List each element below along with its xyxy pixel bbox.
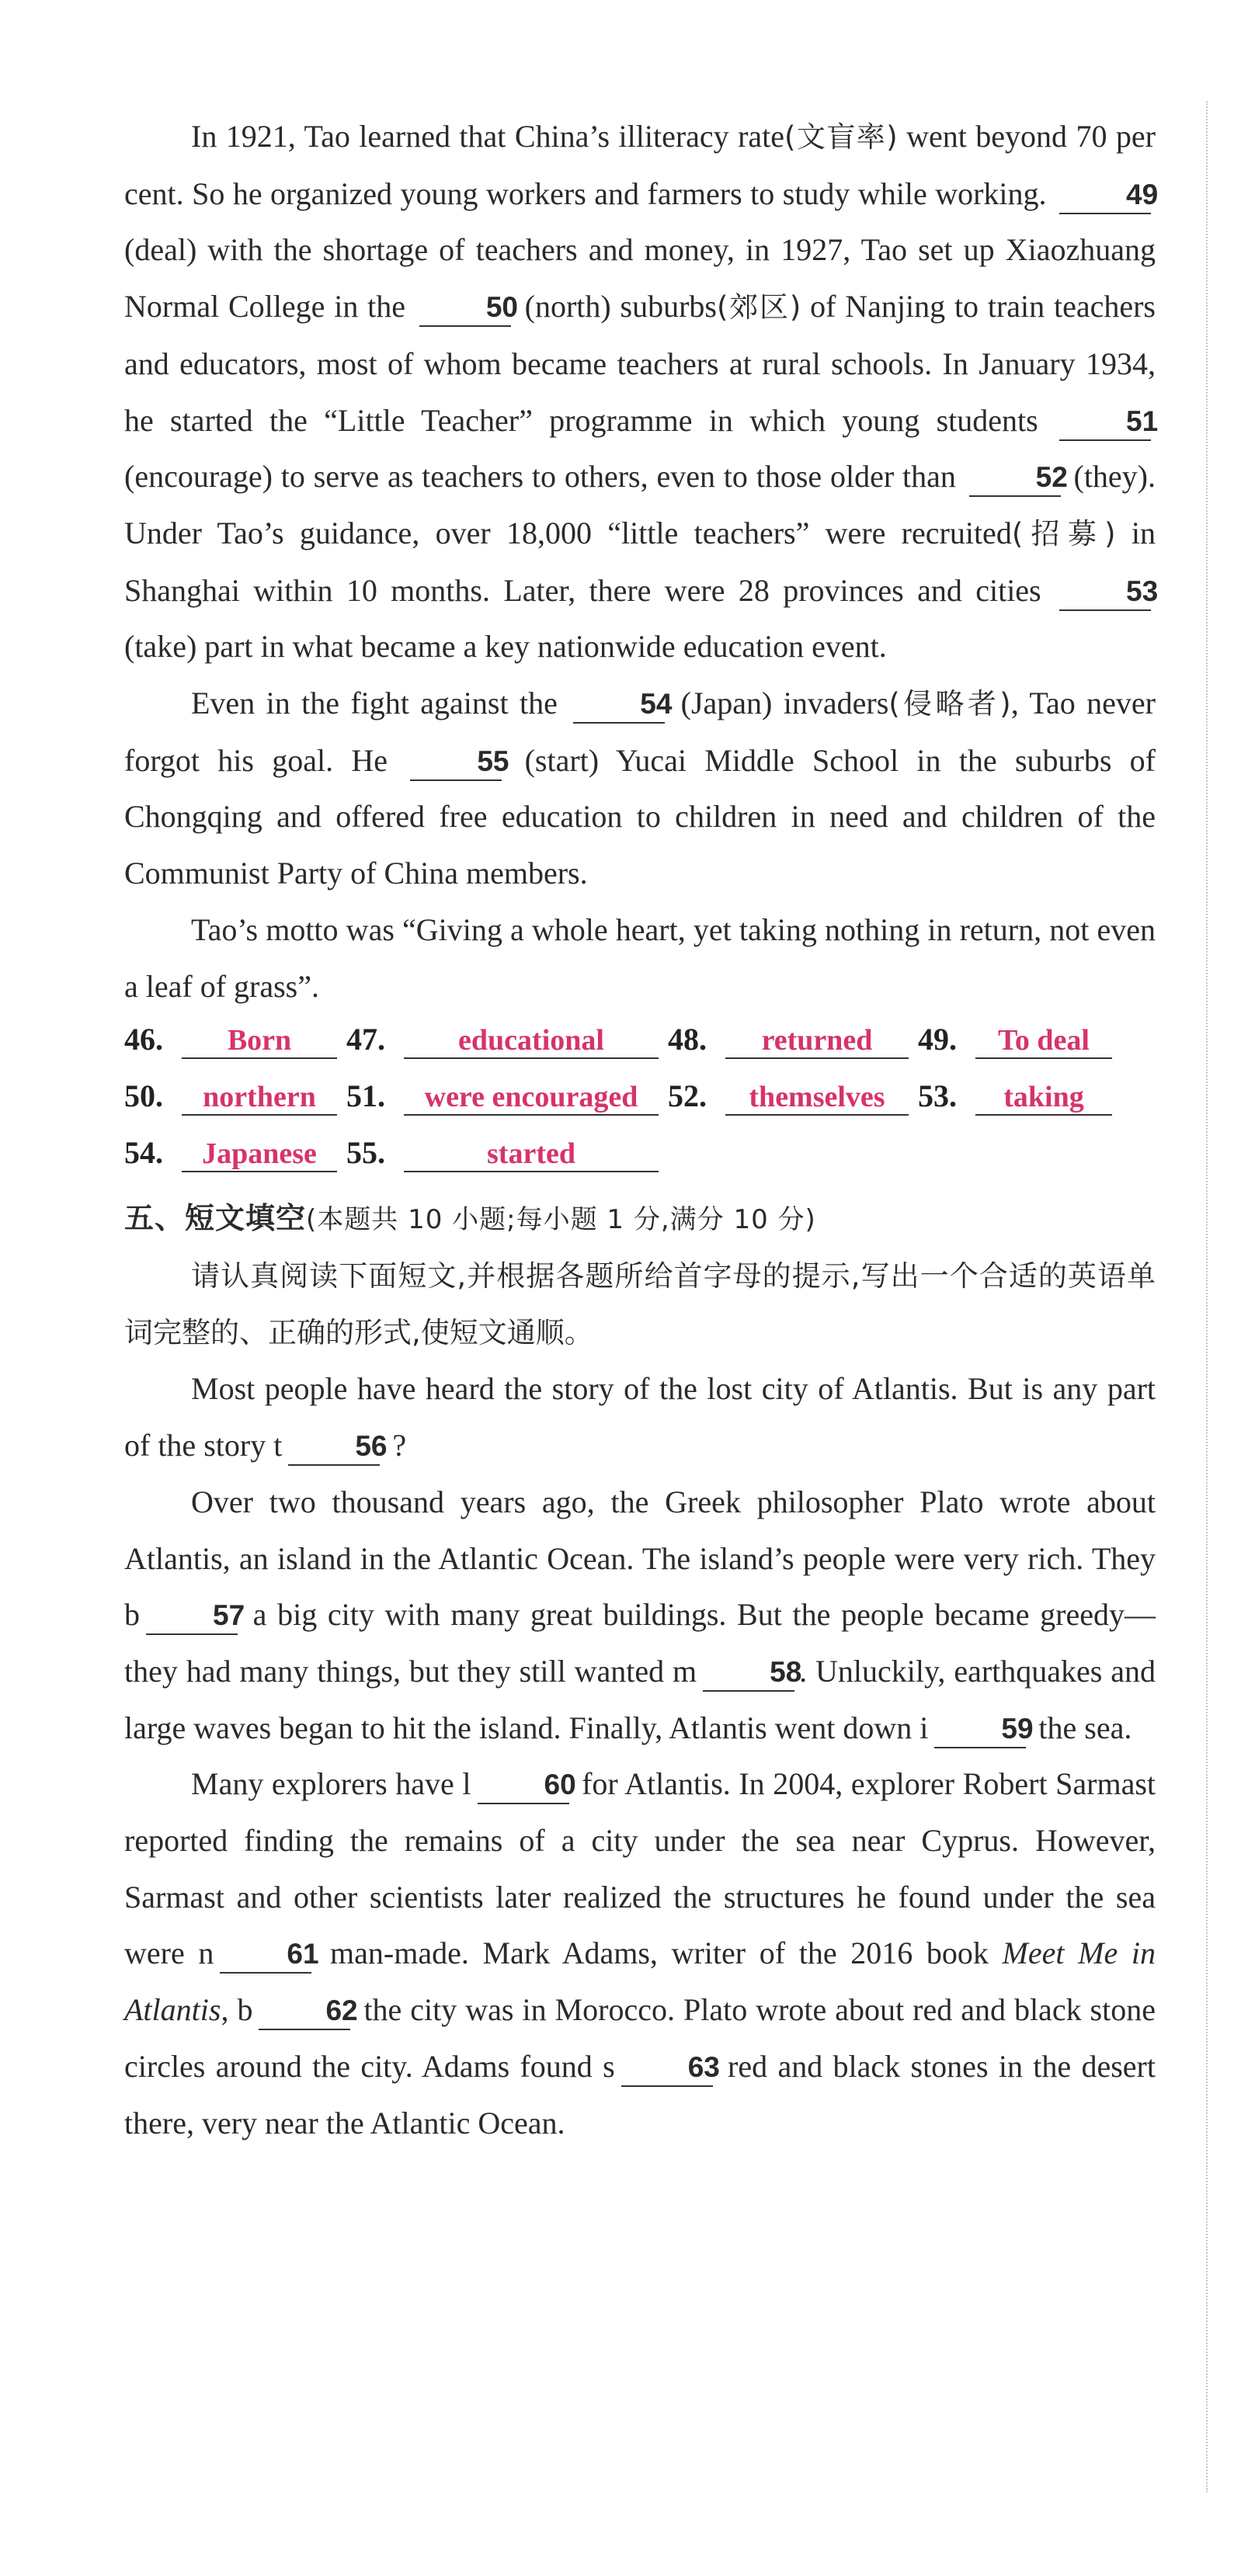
blank-53[interactable]: 53 (1059, 574, 1151, 611)
blank-60[interactable]: 60 (478, 1767, 569, 1804)
passage-paragraph-2: Even in the fight against the 54 (Japan) invaders(侵略者), Tao never forgot his goal. He 55 (start) Yucai Middle School in the suburbs of Chongqing and offered free education to children in need and children of the Communist Party of China members. (124, 686, 1156, 891)
answer-row: 50. northern 51. were encouraged 52. themselves 53. taking (124, 1078, 1156, 1134)
answer-49[interactable]: To deal (975, 1023, 1112, 1059)
blank-51[interactable]: 51 (1059, 404, 1151, 441)
answer-55[interactable]: started (404, 1137, 659, 1172)
blank-50[interactable]: 50 (419, 290, 511, 327)
blank-61[interactable]: 61 (220, 1936, 311, 1974)
blank-62[interactable]: 62 (259, 1993, 350, 2030)
answer-53[interactable]: taking (975, 1080, 1112, 1116)
blank-55[interactable]: 55 (410, 744, 502, 781)
answer-48[interactable]: returned (725, 1023, 909, 1059)
blank-58[interactable]: 58 (703, 1654, 794, 1692)
answer-46[interactable]: Born (182, 1023, 337, 1059)
passage-paragraph-4: Most people have heard the story of the lost city of Atlantis. But is any part of the story t 56 ? (124, 1361, 1156, 1474)
blank-59[interactable]: 59 (934, 1711, 1026, 1748)
margin-dotted-line (1206, 101, 1208, 2492)
blank-56[interactable]: 56 (288, 1429, 380, 1466)
answer-key (124, 1021, 1156, 1190)
blank-52[interactable]: 52 (969, 460, 1061, 497)
blank-54[interactable]: 54 (573, 686, 665, 724)
answer-47[interactable]: educational (404, 1023, 659, 1059)
passage-paragraph-6: Many explorers have l 60 for Atlantis. In 2004, explorer Robert Sarmast reported finding the remains of a city under the sea near Cyprus. However, Sarmast and other scientists later realized the structures he found under the sea were n 61 man-made. Mark Adams, writer of the 2016 book Meet Me in Atlantis, b 62 the city was in Morocco. Plato wrote about red and black stone circles around the city. Adams found s 63 red and black stones in the desert there, very near the Atlantic Ocean. (124, 1766, 1156, 2140)
answer-50[interactable]: northern (182, 1080, 337, 1116)
section-instruction: 请认真阅读下面短文,并根据各题所给首字母的提示,写出一个合适的英语单词完整的、正确的形式,使短文通顺。 (124, 1259, 1156, 1349)
answer-51[interactable]: were encouraged (404, 1080, 659, 1116)
answer-52[interactable]: themselves (725, 1080, 909, 1116)
passage-paragraph-3: Tao’s motto was “Giving a whole heart, yet taking nothing in return, not even a leaf of grass”. (124, 911, 1156, 1004)
passage-paragraph-1: In 1921, Tao learned that China’s illiteracy rate(文盲率) went beyond 70 per cent. So he organized young workers and farmers to study while working. 49 (deal) with the shortage of teachers and money, in 1927, Tao set up Xiaozhuang Normal College in the 50 (north) suburbs(郊区) of Nanjing to train teachers and educators, most of whom became teachers at rural schools. In January 1934, he started the “Little Teacher” programme in which young students 51 (encourage) to serve as teachers to others, even to those older than 52 (they). Under Tao’s guidance, over 18,000 “little teachers” were recruited(招募) in Shanghai within 10 months. Later, there were 28 provinces and cities 53 (take) part in what became a key nationwide education event. (124, 119, 1159, 665)
book-title: Meet Me in Atlantis (124, 1935, 1156, 2028)
blank-49[interactable]: 49 (1059, 177, 1151, 214)
document-page (124, 109, 1159, 2151)
blank-63[interactable]: 63 (621, 2050, 713, 2087)
section-title: 五、短文填空(本题共 10 小题;每小题 1 分,满分 10 分) (124, 1201, 816, 1236)
answer-row: 46. Born 47. educational 48. returned 49. To deal (124, 1021, 1156, 1078)
blank-57[interactable]: 57 (146, 1598, 238, 1635)
answer-54[interactable]: Japanese (182, 1137, 337, 1172)
passage-paragraph-5: Over two thousand years ago, the Greek philosopher Plato wrote about Atlantis, an island in the Atlantic Ocean. The island’s people were very rich. They b 57 a big city with many great buildings. But the people became greedy—they had many things, but they still wanted m 58. Unluckily, earthquakes and large waves began to hit the island. Finally, Atlantis went down i 59 the sea. (124, 1474, 1156, 1757)
answer-row: 54. Japanese 55. started (124, 1134, 1156, 1191)
